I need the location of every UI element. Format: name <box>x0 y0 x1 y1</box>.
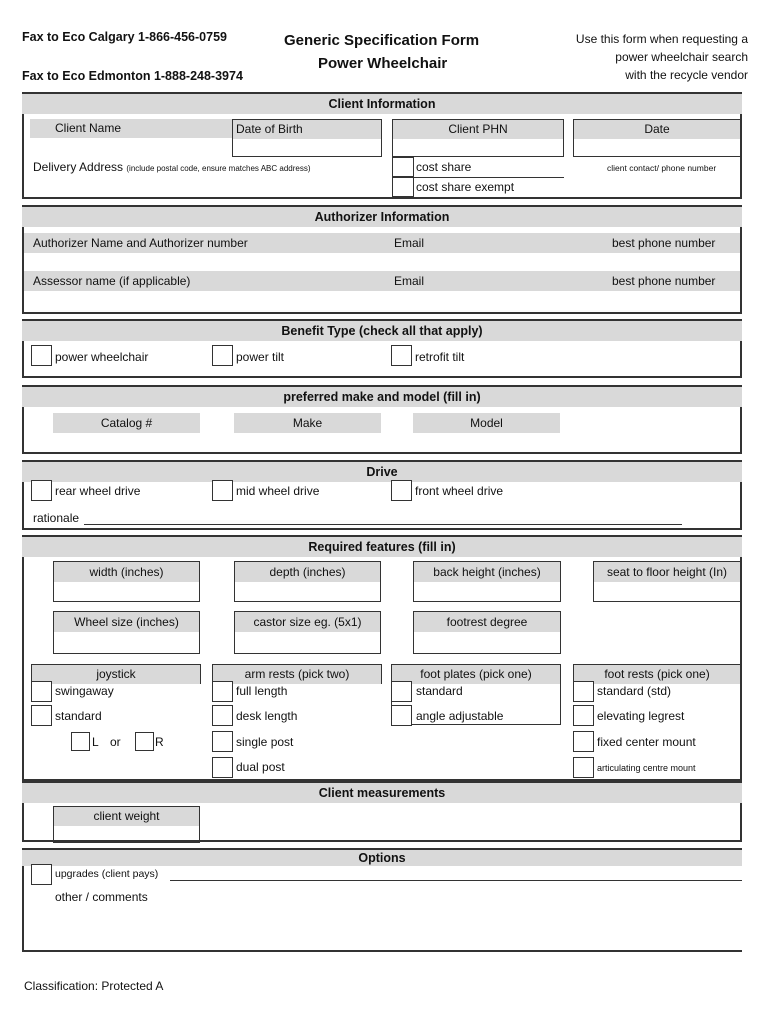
power-tilt-checkbox[interactable] <box>212 345 233 366</box>
assessor-email-label: Email <box>394 274 425 288</box>
fax-calgary: Fax to Eco Calgary 1-866-456-0759 <box>22 30 227 44</box>
depth-field[interactable] <box>234 561 381 602</box>
cost-share-checkbox[interactable] <box>392 157 414 177</box>
client-information-header: Client Information <box>22 94 742 114</box>
joystick-or-label: or <box>110 735 121 749</box>
single-post-label: single post <box>236 735 294 749</box>
cost-share-exempt-checkbox[interactable] <box>392 177 414 197</box>
power-tilt-label: power tilt <box>236 350 285 364</box>
arm-rests-label: arm rests (pick two) <box>213 665 381 684</box>
client-weight-label: client weight <box>54 807 199 826</box>
rear-wheel-drive-label: rear wheel drive <box>55 484 141 498</box>
fixed-center-mount-label: fixed center mount <box>597 735 696 749</box>
mid-wheel-drive-label: mid wheel drive <box>236 484 320 498</box>
angle-adjustable-label: angle adjustable <box>416 709 504 723</box>
foot-plates-label: foot plates (pick one) <box>392 665 560 684</box>
width-field[interactable] <box>53 561 200 602</box>
seat-to-floor-field[interactable] <box>593 561 741 602</box>
make-field[interactable]: Make <box>234 413 381 433</box>
assessor-name-label: Assessor name (if applicable) <box>33 274 191 288</box>
swingaway-label: swingaway <box>55 684 114 698</box>
client-weight-field[interactable] <box>53 806 200 843</box>
joystick-label: joystick <box>32 665 200 684</box>
rear-wheel-drive-checkbox[interactable] <box>31 480 52 501</box>
foot-rests-group <box>573 664 741 684</box>
foot-plates-standard-checkbox[interactable] <box>391 681 412 702</box>
foot-plates-standard-label: standard <box>416 684 463 698</box>
footrest-degree-field[interactable] <box>413 611 561 654</box>
usage-note-line: Use this form when requesting a <box>575 32 748 46</box>
front-wheel-drive-label: front wheel drive <box>415 484 504 498</box>
power-wheelchair-label: power wheelchair <box>55 350 149 364</box>
client-phn-field[interactable] <box>392 119 564 157</box>
retrofit-tilt-checkbox[interactable] <box>391 345 412 366</box>
mid-wheel-drive-checkbox[interactable] <box>212 480 233 501</box>
full-length-label: full length <box>236 684 288 698</box>
wheel-size-field[interactable] <box>53 611 200 654</box>
assessor-phone-label: best phone number <box>612 274 716 288</box>
usage-note <box>576 30 748 84</box>
swingaway-checkbox[interactable] <box>31 681 52 702</box>
benefit-type-header: Benefit Type (check all that apply) <box>22 321 742 341</box>
make-model-header: preferred make and model (fill in) <box>22 387 742 407</box>
required-features-header: Required features (fill in) <box>22 537 742 557</box>
classification-label: Classification: Protected A <box>24 979 164 993</box>
rationale-label: rationale <box>33 511 80 525</box>
rationale-line[interactable] <box>84 512 682 525</box>
authorizer-name-label: Authorizer Name and Authorizer number <box>33 236 248 250</box>
usage-note-line: power wheelchair search <box>615 50 748 64</box>
dob-label: Date of Birth <box>233 120 381 139</box>
angle-adjustable-checkbox[interactable] <box>391 705 412 726</box>
depth-label: depth (inches) <box>235 562 380 582</box>
form-subtitle: Power Wheelchair <box>318 55 448 72</box>
full-length-checkbox[interactable] <box>212 681 233 702</box>
client-measurements-header: Client measurements <box>22 783 742 803</box>
drive-header: Drive <box>22 462 742 482</box>
date-label: Date <box>574 120 740 139</box>
authorizer-email-label: Email <box>394 236 425 250</box>
retrofit-tilt-label: retrofit tilt <box>415 350 465 364</box>
upgrades-label: upgrades (client pays) <box>55 868 159 880</box>
wheel-size-label: Wheel size (inches) <box>54 612 199 632</box>
elevating-legrest-label: elevating legrest <box>597 709 685 723</box>
joystick-group <box>31 664 201 684</box>
model-field[interactable]: Model <box>413 413 560 433</box>
fixed-center-mount-checkbox[interactable] <box>573 731 594 752</box>
client-phn-label: Client PHN <box>393 120 563 139</box>
foot-rests-label: foot rests (pick one) <box>574 665 740 684</box>
joystick-right-checkbox[interactable] <box>135 732 154 751</box>
dual-post-checkbox[interactable] <box>212 757 233 778</box>
cost-share-divider <box>414 177 564 178</box>
upgrades-checkbox[interactable] <box>31 864 52 885</box>
joystick-left-checkbox[interactable] <box>71 732 90 751</box>
cost-share-label: cost share <box>416 160 472 174</box>
articulating-centre-mount-label: articulating centre mount <box>597 763 696 773</box>
delivery-address-label <box>33 160 311 174</box>
articulating-centre-mount-checkbox[interactable] <box>573 757 594 778</box>
other-comments-label: other / comments <box>55 890 148 904</box>
catalog-field[interactable]: Catalog # <box>53 413 200 433</box>
usage-note-line: with the recycle vendor <box>625 68 748 82</box>
front-wheel-drive-checkbox[interactable] <box>391 480 412 501</box>
footrest-degree-label: footrest degree <box>414 612 560 632</box>
delivery-address-text: Delivery Address <box>33 160 124 174</box>
foot-rests-standard-label: standard (std) <box>597 684 672 698</box>
seat-to-floor-label: seat to floor height (In) <box>594 562 740 582</box>
joystick-left-label: L <box>92 735 99 749</box>
date-field[interactable] <box>573 119 741 157</box>
elevating-legrest-checkbox[interactable] <box>573 705 594 726</box>
upgrades-line[interactable] <box>170 868 742 881</box>
fax-edmonton: Fax to Eco Edmonton 1-888-248-3974 <box>22 69 243 83</box>
back-height-field[interactable] <box>413 561 561 602</box>
foot-rests-standard-checkbox[interactable] <box>573 681 594 702</box>
desk-length-checkbox[interactable] <box>212 705 233 726</box>
power-wheelchair-checkbox[interactable] <box>31 345 52 366</box>
dob-field[interactable] <box>232 119 382 157</box>
options-header: Options <box>22 850 742 866</box>
delivery-address-note: (include postal code, ensure matches ABC address) <box>126 164 311 173</box>
joystick-right-label: R <box>155 735 164 749</box>
arm-rests-group <box>212 664 382 684</box>
joystick-standard-label: standard <box>55 709 102 723</box>
form-title: Generic Specification Form <box>284 32 480 49</box>
joystick-standard-checkbox[interactable] <box>31 705 52 726</box>
dual-post-label: dual post <box>236 760 285 774</box>
castor-size-label: castor size eg. (5x1) <box>235 612 380 632</box>
desk-length-label: desk length <box>236 709 298 723</box>
authorizer-information-header: Authorizer Information <box>22 207 742 227</box>
authorizer-phone-label: best phone number <box>612 236 716 250</box>
single-post-checkbox[interactable] <box>212 731 233 752</box>
client-contact-label: client contact/ phone number <box>607 163 717 173</box>
client-name-label: Client Name <box>55 121 122 135</box>
cost-share-exempt-label: cost share exempt <box>416 180 515 194</box>
back-height-label: back height (inches) <box>414 562 560 582</box>
width-label: width (inches) <box>54 562 199 582</box>
castor-size-field[interactable] <box>234 611 381 654</box>
